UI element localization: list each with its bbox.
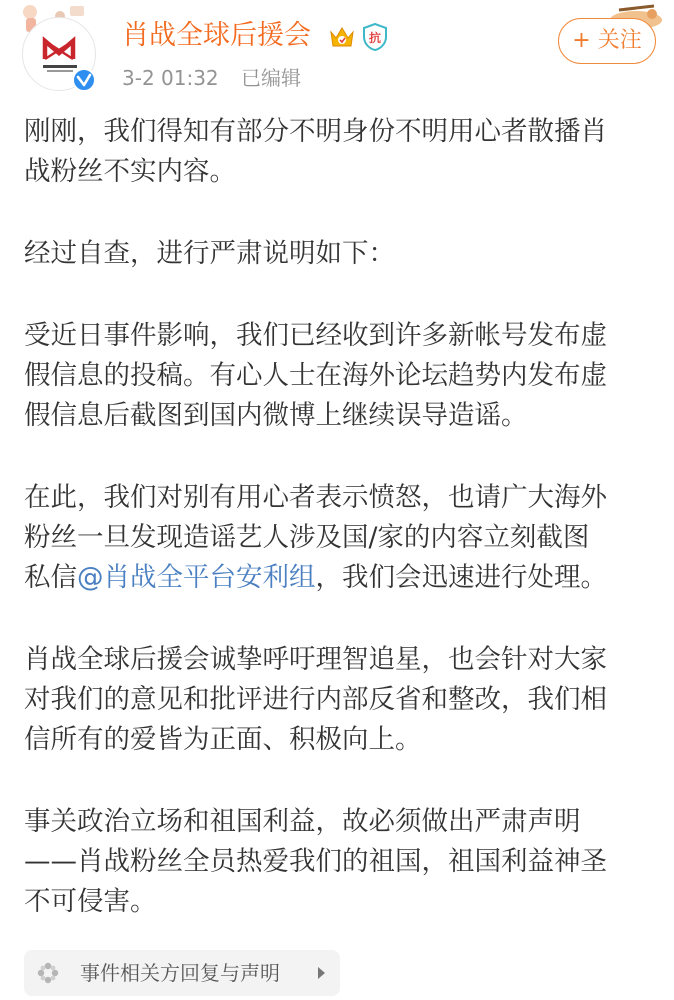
post-header bbox=[0, 0, 674, 110]
crown-badge-icon bbox=[327, 22, 357, 52]
post-paragraph-with-mention bbox=[24, 478, 654, 598]
svg-text:抗: 抗 bbox=[368, 31, 382, 45]
post-text: 在此，我们对别有用心者表示愤怒，也请广大海外 粉丝一旦发现造谣艺人涉及国/家的内容立刻截图 私信 bbox=[24, 482, 607, 593]
pinwheel-icon bbox=[36, 961, 60, 985]
post-paragraph: 经过自查，进行严肃说明如下： bbox=[24, 238, 395, 269]
chevron-right-icon bbox=[318, 967, 325, 979]
post-body bbox=[24, 112, 654, 964]
post-paragraph: 刚刚，我们得知有部分不明身份不明用心者散播肖 战粉丝不实内容。 bbox=[24, 116, 607, 187]
post-paragraph: 肖战全球后援会诚挚呼吁理智追星，也会针对大家 对我们的意见和批评进行内部反省和整改，我们相 信所有的爱皆为正面、积极向上。 bbox=[24, 644, 607, 755]
follow-button[interactable]: + 关注 bbox=[558, 18, 656, 64]
verified-badge-icon bbox=[72, 68, 96, 92]
post-timestamp: 3-2 01:32 bbox=[122, 66, 219, 90]
post-meta bbox=[122, 64, 317, 92]
edited-label: 已编辑 bbox=[241, 66, 302, 90]
post-paragraph: 受近日事件影响，我们已经收到许多新帐号发布虚 假信息的投稿。有心人士在海外论坛趋势内发布虚 假信息后截图到国内微博上继续误导造谣。 bbox=[24, 320, 607, 431]
topic-link[interactable] bbox=[24, 950, 340, 996]
post-text: ，我们会迅速进行处理。 bbox=[315, 562, 607, 593]
mention-link[interactable]: @肖战全平台安利组 bbox=[77, 562, 316, 593]
shield-badge-icon bbox=[361, 22, 389, 52]
post-paragraph: 事关政治立场和祖国利益，故必须做出严肃声明 ——肖战粉丝全员热爱我们的祖国，祖国利益神圣 不可侵害。 bbox=[24, 806, 607, 917]
topic-label: 事件相关方回复与声明 bbox=[80, 961, 280, 985]
username[interactable]: 肖战全球后援会 bbox=[122, 20, 311, 51]
